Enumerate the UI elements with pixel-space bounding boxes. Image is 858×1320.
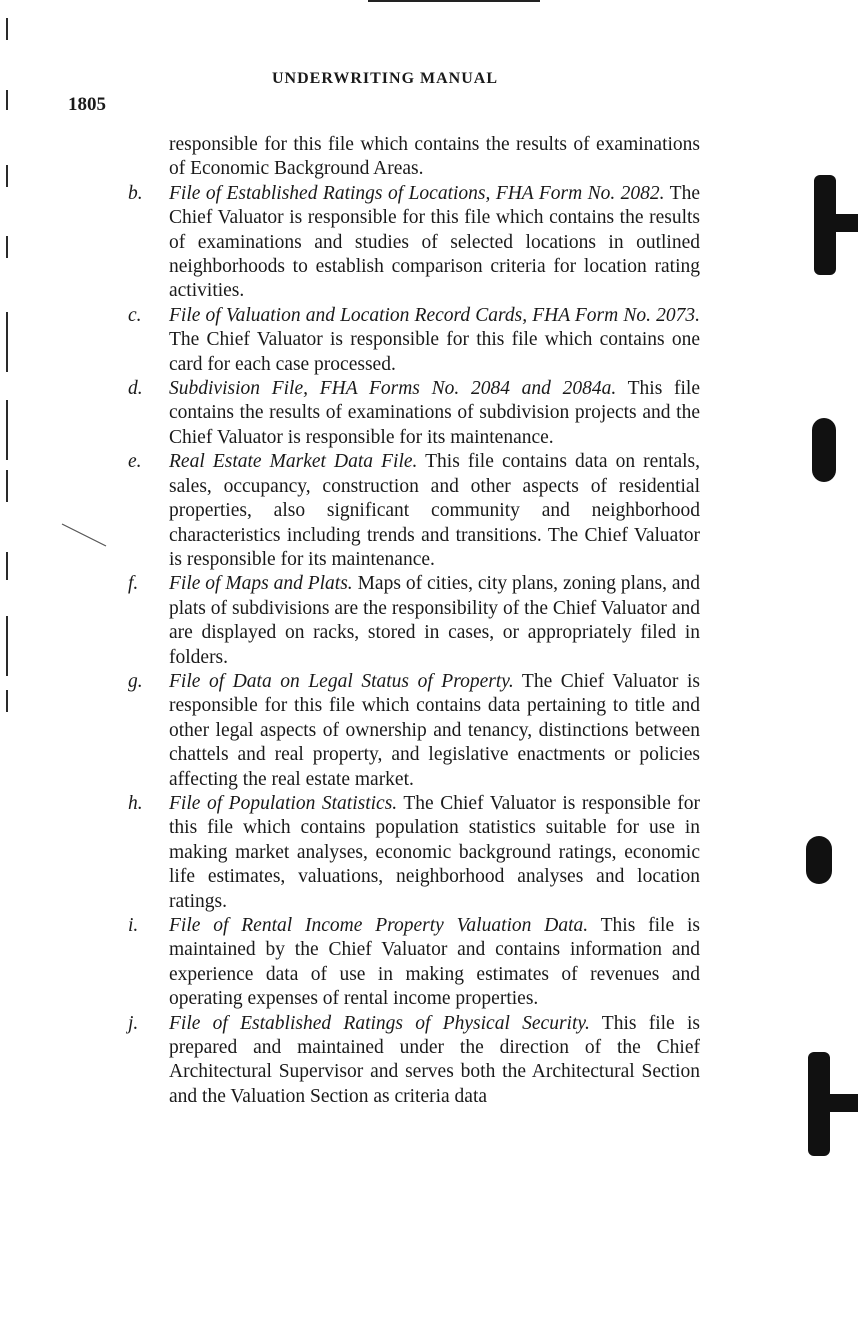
item-title: File of Rental Income Property Valuation Data. <box>169 915 589 936</box>
paragraph-h <box>128 792 700 914</box>
margin-mark <box>6 690 8 712</box>
item-letter: i. <box>128 915 139 936</box>
margin-mark <box>6 18 8 40</box>
item-title: File of Valuation and Location Record Cards, FHA Form No. 2073. <box>169 304 700 326</box>
item-title: File of Maps and Plats. <box>169 573 353 595</box>
item-title: File of Established Ratings of Physical Security. <box>169 1012 590 1034</box>
item-letter: d. <box>128 378 143 400</box>
item-letter: c. <box>128 304 142 326</box>
item-body: This file contains data on rentals, sales, occupancy, construction and other aspects of residential properties, also significant community and neighborhood characteristics including trends and transitions. The Chief Valuator is responsible for its maintenance. <box>169 451 700 570</box>
item-body: This file contains the results of examinations of subdivision projects and the Chief Valuator is responsible for its maintenance. <box>169 378 700 448</box>
item-letter: g. <box>128 670 143 692</box>
document-body <box>128 133 700 1109</box>
margin-mark <box>6 165 8 187</box>
margin-mark <box>6 400 8 460</box>
top-rule <box>368 0 540 2</box>
binding-punch-mark <box>832 214 858 232</box>
paragraph-body: responsible for this file which contains the results of examinations of Economic Background Areas. <box>169 134 700 180</box>
paragraph-continued <box>128 133 700 182</box>
paragraph-i <box>128 914 700 1012</box>
item-letter: f. <box>128 573 139 595</box>
binding-punch-mark <box>812 418 836 482</box>
running-header: UNDERWRITING MANUAL <box>272 70 498 87</box>
page-number: 1805 <box>68 94 106 115</box>
item-title: Real Estate Market Data File. <box>169 451 418 473</box>
item-body: This file is prepared and maintained under the direction of the Chief Architectural Supervisor and serves both the Architectural Section and the Valuation Section as criteria data <box>169 1012 700 1107</box>
margin-stroke <box>60 520 110 550</box>
item-letter: j. <box>128 1012 139 1034</box>
item-title: File of Population Statistics. <box>169 792 398 814</box>
binding-punch-mark <box>826 1094 858 1112</box>
item-body: Maps of cities, city plans, zoning plans, and plats of subdivisions are the responsibility of the Chief Valuator and are displayed on racks, stored in cases, or appropriately filed in folders. <box>169 573 700 668</box>
paragraph-b <box>128 182 700 304</box>
margin-mark <box>6 470 8 502</box>
item-title: File of Established Ratings of Locations, FHA Form No. 2082. <box>169 182 665 204</box>
paragraph-e <box>128 450 700 572</box>
item-body: The Chief Valuator is responsible for this file which contains population statistics suitable for use in making market analyses, economic background ratings, economic life estimates, valuations, neighborhood analyses and location ratings. <box>169 792 700 912</box>
paragraph-j <box>128 1012 700 1110</box>
item-body: This file is maintained by the Chief Valuator and contains information and experience data of use in making estimates of revenues and operating expenses of rental income properties. <box>169 915 700 1010</box>
item-title: File of Data on Legal Status of Property. <box>169 670 514 692</box>
binding-punch-mark <box>806 836 832 884</box>
item-body: The Chief Valuator is responsible for this file which contains the results of examinations and studies of selected locations in outlined neighborhoods to establish comparison criteria for location rating activities. <box>169 182 700 302</box>
margin-mark <box>6 616 8 676</box>
item-letter: e. <box>128 451 142 473</box>
item-body: The Chief Valuator is responsible for this file which contains one card for each case processed. <box>169 329 700 375</box>
item-letter: h. <box>128 792 143 814</box>
item-letter: b. <box>128 182 143 204</box>
margin-mark <box>6 236 8 258</box>
paragraph-d <box>128 377 700 450</box>
paragraph-f <box>128 572 700 670</box>
paragraph-g <box>128 670 700 792</box>
paragraph-c <box>128 304 700 377</box>
margin-mark <box>6 90 8 110</box>
item-body: The Chief Valuator is responsible for this file which contains data pertaining to title and other legal aspects of ownership and tenancy, distinctions between chattels and real property, and legislative enactments or policies affecting the real estate market. <box>169 670 700 790</box>
margin-mark <box>6 312 8 372</box>
item-title: Subdivision File, FHA Forms No. 2084 and 2084a. <box>169 378 617 400</box>
margin-mark <box>6 552 8 580</box>
